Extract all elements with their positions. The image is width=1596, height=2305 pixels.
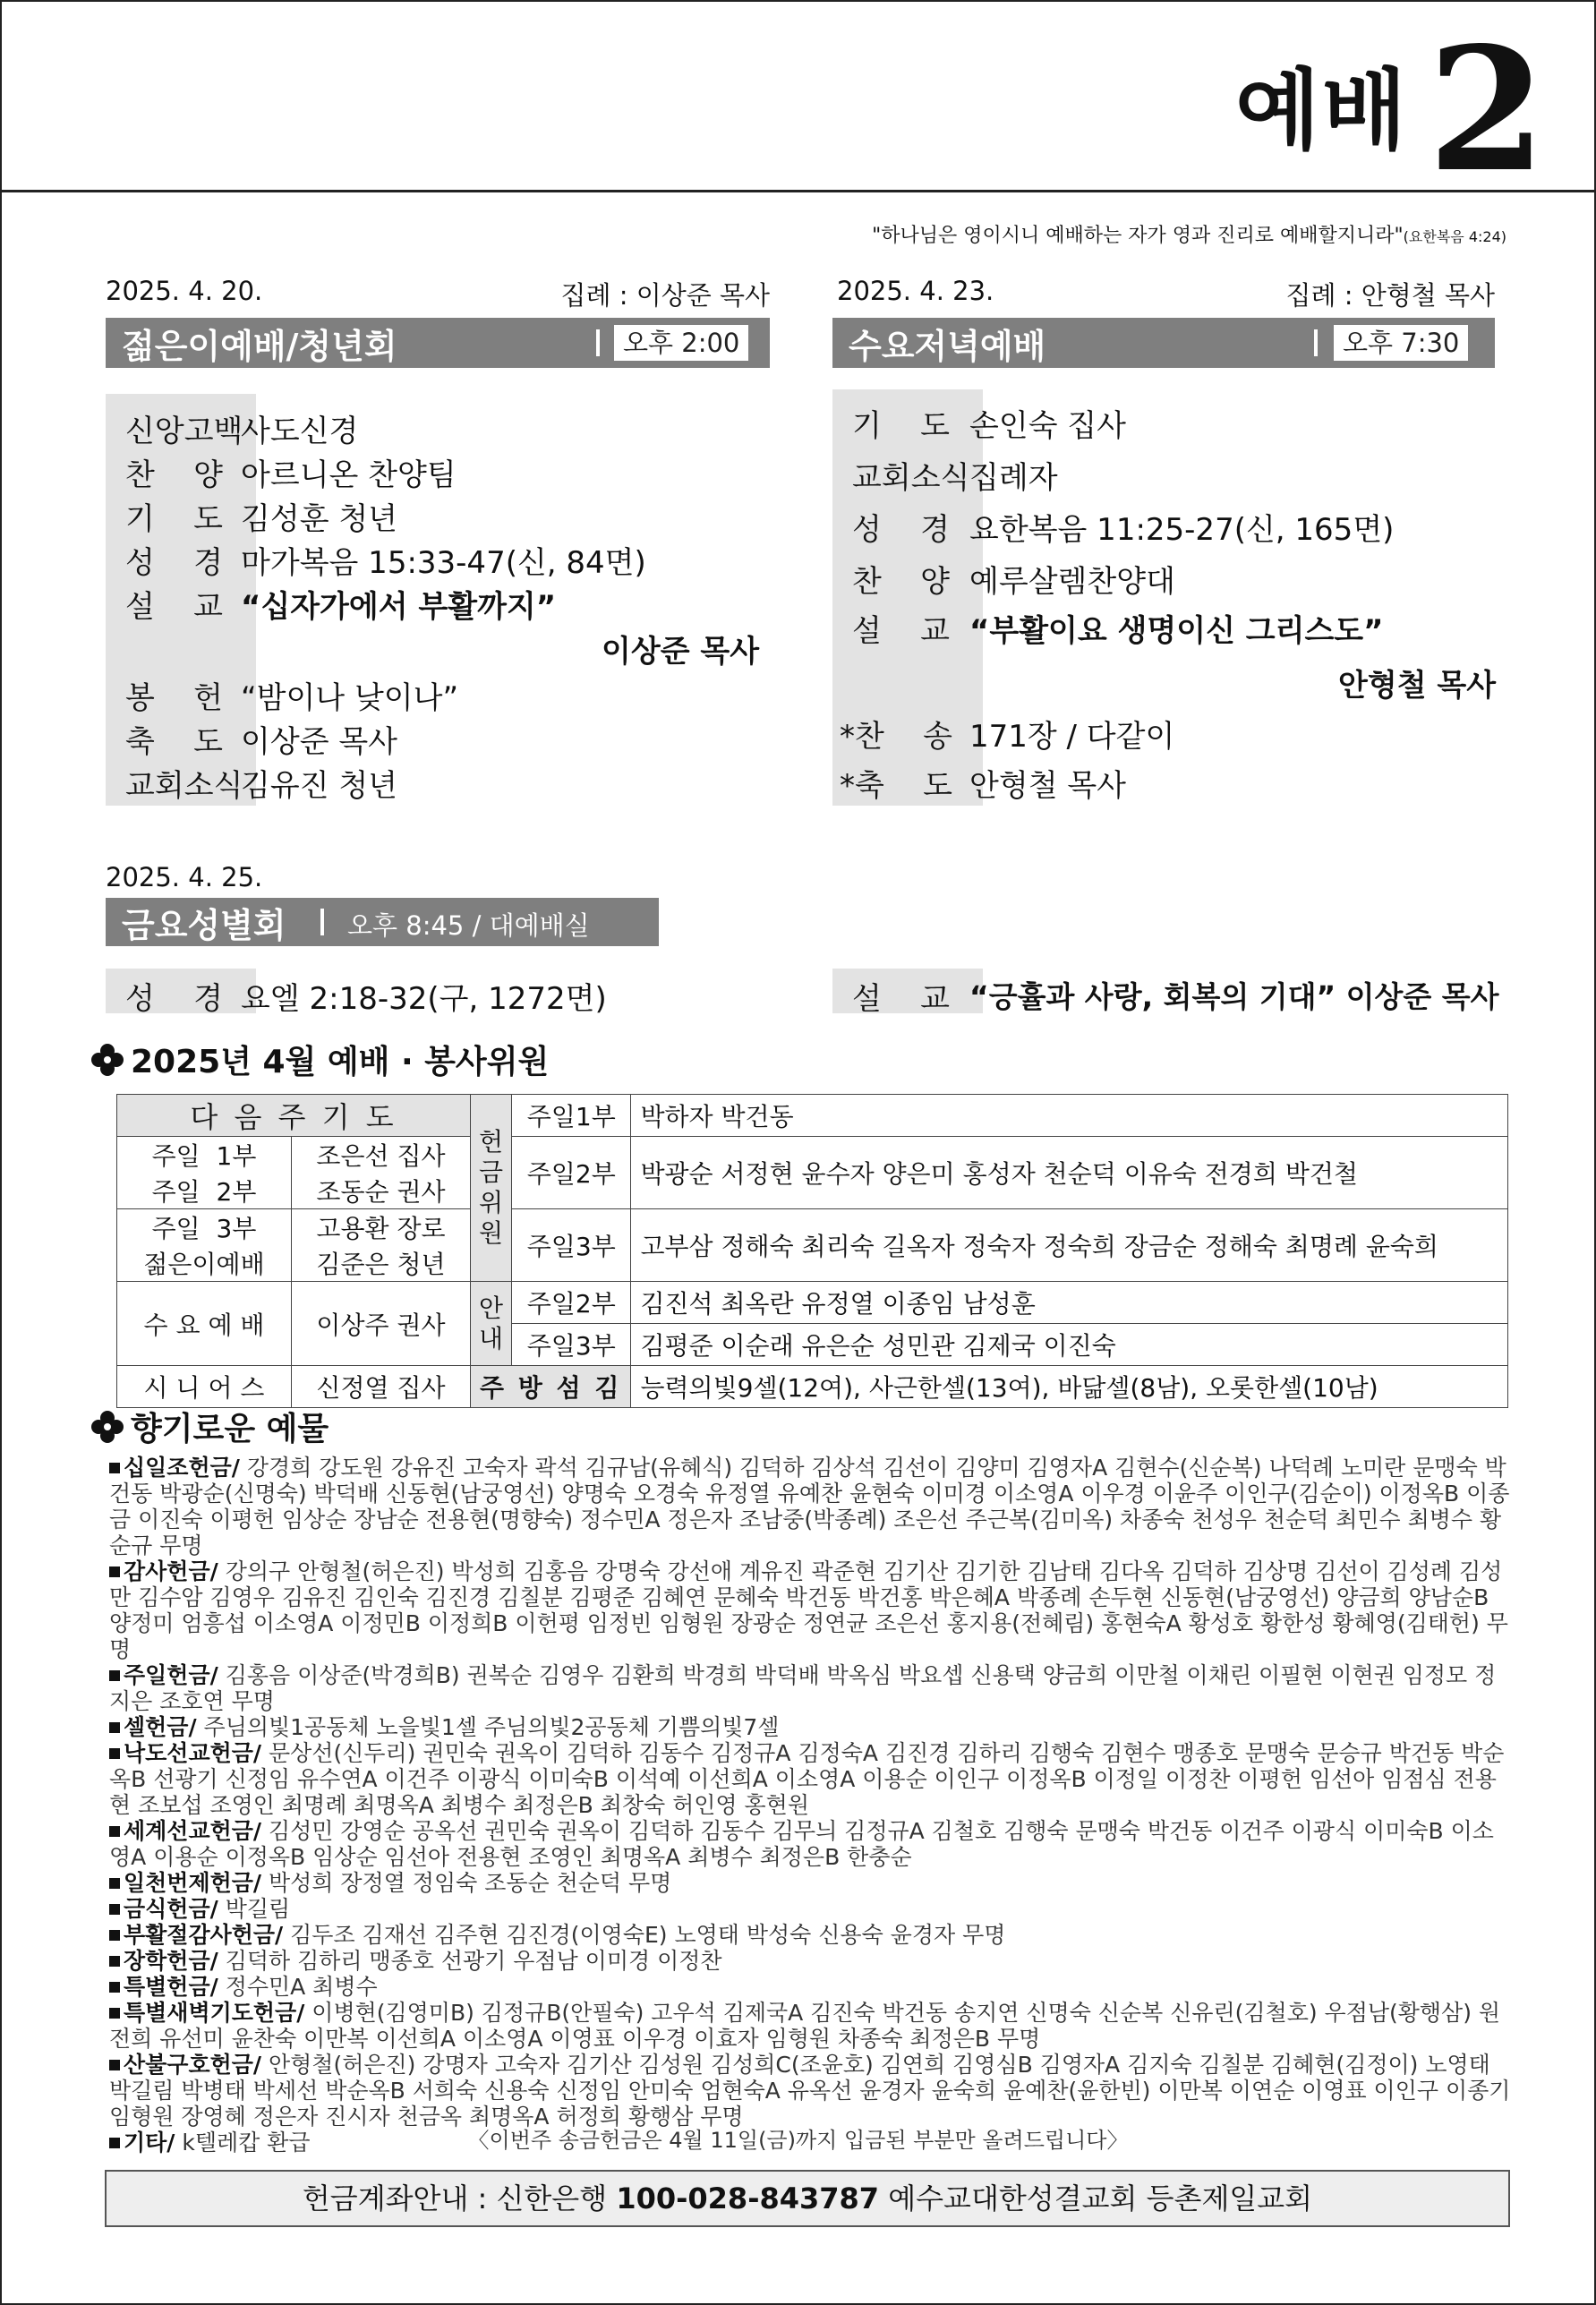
order-row	[106, 450, 457, 494]
bullet-square-icon	[109, 1748, 120, 1759]
names-cell: 김평준 이순래 유은순 성민관 김제국 이진숙	[631, 1324, 1508, 1366]
order-row	[832, 401, 1126, 445]
table-row	[117, 1095, 1508, 1137]
title-separator	[320, 909, 324, 935]
order-value: 마가복음 15:33-47(신, 84면)	[241, 545, 646, 581]
names-cell: 박하자 박건동	[631, 1095, 1508, 1137]
offering-item: 부활절감사헌금/ 김두조 김재선 김주현 김진경(이영숙E) 노영태 박성숙 신용숙 윤경자 무명	[109, 1922, 1515, 1948]
prayer-header: 다 음 주 기 도	[117, 1095, 471, 1137]
offering-item: 산불구호헌금/ 안형철(허은진) 강명자 고숙자 김기산 김성원 김성희C(조윤호) 김연희 김영심B 김영자A 김지숙 김칠분 김혜현(김정이) 노영태 박길림 박병태 박세선 박순옥B 서희숙 신용숙 신정임 안미숙 엄현숙A 유옥선 윤경자 윤숙희 윤예찬(윤한빈) 이만복 이연순 이영표 이인구 이종기 임형원 장영혜 정은자 진시자 천금옥 최명옥A 허정희 황행삼 무명	[109, 2052, 1511, 2130]
name-cell: 신정열 집사	[292, 1366, 471, 1408]
names-cell: 박광순 서정현 윤수자 양은미 홍성자 천순덕 이유숙 전경희 박건철	[631, 1137, 1508, 1209]
table-row	[117, 1282, 1508, 1324]
bullet-square-icon	[109, 2008, 120, 2019]
friday-sermon: “긍휼과 사랑, 회복의 기대” 이상준 목사	[969, 979, 1499, 1014]
youth-title-bar	[106, 318, 770, 368]
clover-icon	[90, 1042, 125, 1078]
order-label: 신앙고백	[125, 414, 243, 449]
verse-reference: (요한복음 4:24)	[1403, 228, 1506, 245]
service-cell: 주일2부	[512, 1137, 631, 1209]
offering-item: 장학헌금/ 김덕하 김하리 맹종호 선광기 우점남 이미경 이정찬	[109, 1948, 1515, 1974]
order-row	[106, 761, 397, 805]
order-label: 축 도	[125, 724, 223, 760]
page-title: 예배	[1235, 60, 1409, 162]
order-value: 171장 / 다같이	[969, 719, 1175, 755]
bullet-square-icon	[109, 1722, 120, 1733]
order-value: 예루살렘찬양대	[969, 564, 1175, 600]
order-value: “밤이나 낮이나”	[241, 680, 459, 716]
title-separator	[596, 329, 600, 356]
kitchen-cell: 능력의빛9셀(12여), 사근한셀(13여), 바닮셀(8남), 오롯한셀(10남)	[631, 1366, 1508, 1408]
offering-item: 감사헌금/ 강의구 안형철(허은진) 박성희 김홍음 강명숙 강선애 계유진 곽준현 김기산 김기한 김남태 김다옥 김덕하 김상명 김선이 김성례 김성만 김수암 김영우 김유진 김인숙 김진경 김칠분 김평준 김혜연 문혜숙 박건동 박건홍 박은혜A 박종례 손두현 신동현(남궁영선) 양금희 양남순B 양정미 엄흥섭 이소영A 이정민B 이정희B 이헌평 임정빈 임형원 장광순 정연균 조은선 홍지용(전혜림) 홍현숙A 황성호 황한성 황혜영(김태헌) 무명	[109, 1558, 1508, 1662]
service-cell: 주일 3부 젊은이예배	[117, 1209, 292, 1282]
wednesday-date: 2025. 4. 23.	[837, 276, 994, 306]
bullet-square-icon	[109, 1670, 120, 1681]
duty-heading-text: 2025년 4월 예배 · 봉사위원	[131, 1044, 550, 1080]
bullet-square-icon	[109, 1878, 120, 1889]
bullet-square-icon	[109, 1930, 120, 1941]
header-verse	[872, 220, 1506, 248]
service-cell: 수 요 예 배	[117, 1282, 292, 1366]
order-value: 집례자	[969, 460, 1058, 496]
bullet-square-icon	[109, 1982, 120, 1993]
offering-item: 일천번제헌금/ 박성희 장정열 정임숙 조동순 천순덕 무명	[109, 1870, 1515, 1896]
account-box	[105, 2170, 1510, 2227]
bullet-square-icon	[109, 1904, 120, 1915]
table-row	[117, 1366, 1508, 1408]
order-value: 요한복음 11:25-27(신, 165면)	[969, 512, 1395, 548]
order-row	[832, 761, 1126, 805]
order-label: 성 경	[852, 512, 950, 548]
offering-item: 기타/ k텔레캅 환급	[109, 2130, 1515, 2156]
service-cell: 시 니 어 스	[117, 1366, 292, 1408]
account-number: 100-028-843787	[616, 2181, 880, 2215]
order-value: 김성훈 청년	[241, 501, 398, 537]
offering-item: 특별새벽기도헌금/ 이병현(김영미B) 김정규B(안필숙) 고우석 김제국A 김진숙 박건동 송지연 신명숙 신순복 신유린(김철호) 우점남(황행삼) 원전희 유선미 윤찬숙 이만복 이선희A 이소영A 이영표 이우경 이효자 임형원 차종숙 최정은B 무명	[109, 2000, 1501, 2052]
offering-heading-text: 향기로운 예물	[131, 1411, 329, 1447]
order-value: 아르니온 찬양팀	[241, 457, 457, 493]
account-holder: 예수교대한성결교회 등촌제일교회	[888, 2181, 1313, 2215]
bullet-square-icon	[109, 1956, 120, 1967]
kitchen-label: 주 방 섬 김	[471, 1366, 631, 1408]
table-row	[117, 1137, 1508, 1209]
friday-scripture-row	[106, 974, 607, 1018]
order-value: 손인숙 집사	[969, 408, 1127, 444]
name-cell: 고용환 장로 김준은 청년	[292, 1209, 471, 1282]
order-row	[106, 582, 556, 626]
sermon-title: “십자가에서 부활까지”	[241, 589, 557, 625]
order-row	[106, 494, 397, 538]
offering-item: 셀헌금/ 주님의빛1공동체 노을빛1셀 주님의빛2공동체 기쁨의빛7셀	[109, 1714, 1515, 1740]
names-cell: 고부삼 정해숙 최리숙 길옥자 정숙자 정숙희 장금순 정해숙 최명례 윤숙희	[631, 1209, 1508, 1282]
order-label: 성 경	[125, 981, 223, 1017]
youth-date: 2025. 4. 20.	[106, 276, 263, 306]
youth-time: 오후 2:00	[614, 325, 748, 361]
order-row	[832, 557, 1175, 601]
order-label: 기 도	[125, 501, 223, 537]
order-value: 안형철 목사	[969, 768, 1127, 804]
offering-heading	[90, 1404, 329, 1449]
duty-table	[116, 1094, 1508, 1408]
order-row	[106, 538, 646, 582]
bullet-square-icon	[109, 2060, 120, 2070]
service-cell: 주일 1부 주일 2부	[117, 1137, 292, 1209]
friday-sermon-row	[832, 974, 1499, 1018]
wednesday-title-bar	[832, 318, 1495, 368]
bullet-square-icon	[109, 1826, 120, 1837]
youth-officiant: 집례 : 이상준 목사	[560, 280, 770, 311]
order-label: 설 교	[852, 613, 950, 649]
order-label: 기 도	[852, 408, 950, 444]
table-row	[117, 1209, 1508, 1282]
order-row	[106, 717, 397, 761]
friday-time: 오후 8:45 / 대예배실	[347, 910, 590, 941]
header-divider	[0, 190, 1596, 192]
wednesday-time: 오후 7:30	[1334, 325, 1468, 361]
name-cell: 이상주 권사	[292, 1282, 471, 1366]
order-label: 찬 양	[852, 564, 950, 600]
offering-list	[109, 1455, 1515, 2156]
offering-item: 십일조헌금/ 강경희 강도원 강유진 고숙자 곽석 김규남(유혜식) 김덕하 김상석 김선이 김양미 김영자A 김현수(신순복) 나덕례 노미란 문맹숙 박건동 박광순(신명숙) 박덕배 신동현(남궁영선) 양명숙 오경숙 유정열 유예찬 윤현숙 이미경 이소영A 이우경 이윤주 이인구(김순이) 이정옥B 이종금 이진숙 이평헌 임상순 장남순 전용현(명향숙) 정수민A 정은자 조남중(박종례) 조은선 주근복(김미옥) 차종숙 천성우 천순덕 최민수 최병수 황순규 무명	[109, 1455, 1510, 1558]
bullet-square-icon	[109, 1567, 120, 1577]
page-number: 2	[1428, 10, 1547, 209]
friday-scripture: 요엘 2:18-32(구, 1272면)	[241, 981, 607, 1017]
order-label: 성 경	[125, 545, 223, 581]
youth-preacher: 이상준 목사	[602, 634, 760, 670]
names-cell: 김진석 최옥란 유정열 이종임 남성훈	[631, 1282, 1508, 1324]
order-value: 이상준 목사	[241, 724, 398, 760]
service-cell: 주일3부	[512, 1324, 631, 1366]
wednesday-preacher: 안형철 목사	[1338, 668, 1497, 704]
friday-title-bar	[106, 898, 659, 946]
account-label: 헌금계좌안내 : 신한은행	[302, 2181, 608, 2215]
friday-title: 금요성별회	[122, 905, 286, 945]
name-cell: 조은선 집사 조동순 권사	[292, 1137, 471, 1209]
wednesday-title: 수요저녁예배	[849, 326, 1046, 366]
order-row	[832, 453, 1058, 497]
bullet-square-icon	[109, 1463, 120, 1473]
offering-item: 낙도선교헌금/ 문상선(신두리) 권민숙 권옥이 김덕하 김동수 김정규A 김정숙A 김진경 김하리 김행숙 김현수 맹종호 문맹숙 문승규 박건동 박순옥B 선광기 신정임 유수연A 이건주 이광식 이미숙B 이석예 이선희A 이소영A 이용순 이인구 이정옥B 이정일 이정찬 이평헌 임선아 임점심 전용현 조보섭 조영인 최명례 최명옥A 최병수 최정은B 최창숙 허인영 홍현원	[109, 1740, 1505, 1818]
order-label: 교회소식	[125, 768, 243, 804]
offering-item: 특별헌금/ 정수민A 최병수	[109, 1974, 1515, 2000]
duty-heading	[90, 1037, 549, 1082]
order-label: 설 교	[852, 981, 950, 1017]
order-row	[832, 505, 1394, 549]
clover-icon	[90, 1409, 125, 1445]
service-cell: 주일1부	[512, 1095, 631, 1137]
verse-text: "하나님은 영이시니 예배하는 자가 영과 진리로 예배할지니라"	[872, 225, 1404, 247]
youth-title: 젊은이예배/청년회	[122, 326, 397, 366]
title-separator	[1314, 329, 1318, 356]
offering-committee-label: 헌금위원	[471, 1095, 512, 1282]
offering-item: 주일헌금/ 김홍음 이상준(박경희B) 권복순 김영우 김환희 박경희 박덕배 박옥심 박요셉 신용택 양금희 이만철 이채린 이필현 이현권 임정모 정지은 조호연 무명	[109, 1662, 1497, 1714]
order-row	[832, 606, 1384, 650]
service-cell: 주일3부	[512, 1209, 631, 1282]
order-value: 김유진 청년	[241, 768, 398, 804]
order-row	[106, 406, 358, 450]
order-label: 설 교	[125, 589, 223, 625]
sermon-title: “부활이요 생명이신 그리스도”	[969, 613, 1384, 649]
wednesday-officiant: 집례 : 안형철 목사	[1285, 280, 1495, 311]
friday-date: 2025. 4. 25.	[106, 862, 263, 892]
remittance-notice: 〈이번주 송금헌금은 4월 11일(금)까지 입금된 부분만 올려드립니다〉	[467, 2128, 1129, 2153]
order-value: 사도신경	[241, 414, 359, 449]
order-label: 봉 헌	[125, 680, 223, 716]
offering-item: 세계선교헌금/ 김성민 강영순 공옥선 권민숙 권옥이 김덕하 김동수 김무늬 김정규A 김철호 김행숙 문맹숙 박건동 이건주 이광식 이미숙B 이소영A 이용순 이정옥B 임상순 임선아 전용현 조영인 최명옥A 최병수 최정은B 한충순	[109, 1818, 1494, 1870]
usher-label: 안내	[471, 1282, 512, 1366]
service-cell: 주일2부	[512, 1282, 631, 1324]
order-label: *찬 송	[840, 719, 952, 755]
order-row	[106, 673, 458, 717]
offering-item: 금식헌금/ 박길림	[109, 1896, 1515, 1922]
order-row	[832, 712, 1174, 756]
order-label: 교회소식	[852, 460, 970, 496]
order-label: *축 도	[840, 768, 952, 804]
order-label: 찬 양	[125, 457, 223, 493]
